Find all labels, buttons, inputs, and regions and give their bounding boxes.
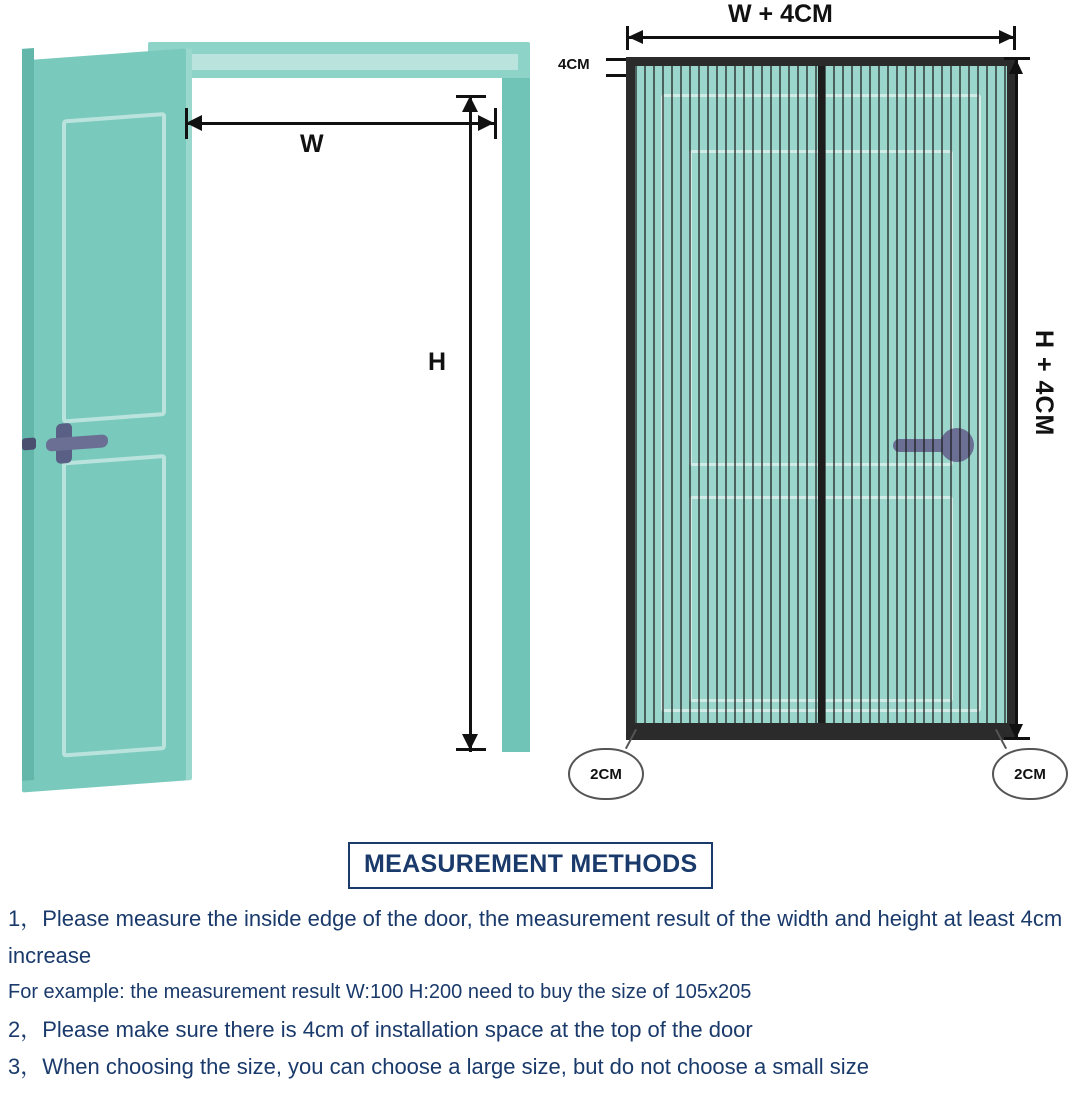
screen-height-dimension-line bbox=[1015, 57, 1018, 740]
instruction-3: 3，When choosing the size, you can choose a large size, but do not choose a small size bbox=[8, 1054, 869, 1079]
arrow-left-icon bbox=[186, 115, 202, 131]
width-dimension-line bbox=[186, 122, 496, 125]
open-door-diagram bbox=[0, 0, 540, 810]
width-dimension-cap-right bbox=[494, 108, 497, 139]
instructions-list bbox=[8, 900, 1073, 1085]
screen-height-label: H + 4CM bbox=[1030, 330, 1058, 437]
door-panel-top bbox=[62, 112, 166, 424]
arrow-right-icon bbox=[478, 115, 494, 131]
instruction-example: For example: the measurement result W:100 H:200 need to buy the size of 105x205 bbox=[8, 981, 752, 1003]
top-gap-tick-lower bbox=[606, 74, 628, 77]
top-gap-tick-upper bbox=[606, 58, 628, 61]
screen-door-frame bbox=[626, 57, 1016, 740]
magnetic-center-seam bbox=[818, 66, 825, 740]
instruction-2: 2，Please make sure there is 4cm of installation space at the top of the door bbox=[8, 1017, 753, 1042]
door-panel-bottom bbox=[62, 454, 166, 758]
section-title: MEASUREMENT METHODS bbox=[348, 842, 713, 889]
screen-mesh bbox=[635, 66, 1007, 740]
door-handle-stub bbox=[22, 437, 36, 450]
width-label: W bbox=[300, 130, 324, 158]
screen-width-dimension-line bbox=[626, 36, 1016, 39]
screen-bottom-bar bbox=[626, 723, 1016, 740]
instruction-1: 1，Please measure the inside edge of the door, the measurement result of the width and height at least 4cm increase bbox=[8, 906, 1063, 968]
height-dimension-line bbox=[469, 96, 472, 752]
screen-width-label: W + 4CM bbox=[728, 0, 833, 28]
arrow-down-icon bbox=[462, 734, 478, 750]
arrow-up-icon bbox=[1009, 59, 1023, 74]
arrow-down-icon bbox=[1009, 724, 1023, 739]
arrow-right-icon bbox=[999, 30, 1014, 44]
bottom-right-callout: 2CM bbox=[992, 748, 1068, 800]
bottom-left-callout: 2CM bbox=[568, 748, 644, 800]
height-label: H bbox=[428, 348, 447, 376]
screen-door-diagram bbox=[540, 0, 1085, 810]
arrow-up-icon bbox=[462, 96, 478, 112]
arrow-left-icon bbox=[628, 30, 643, 44]
top-gap-label: 4CM bbox=[558, 56, 590, 73]
